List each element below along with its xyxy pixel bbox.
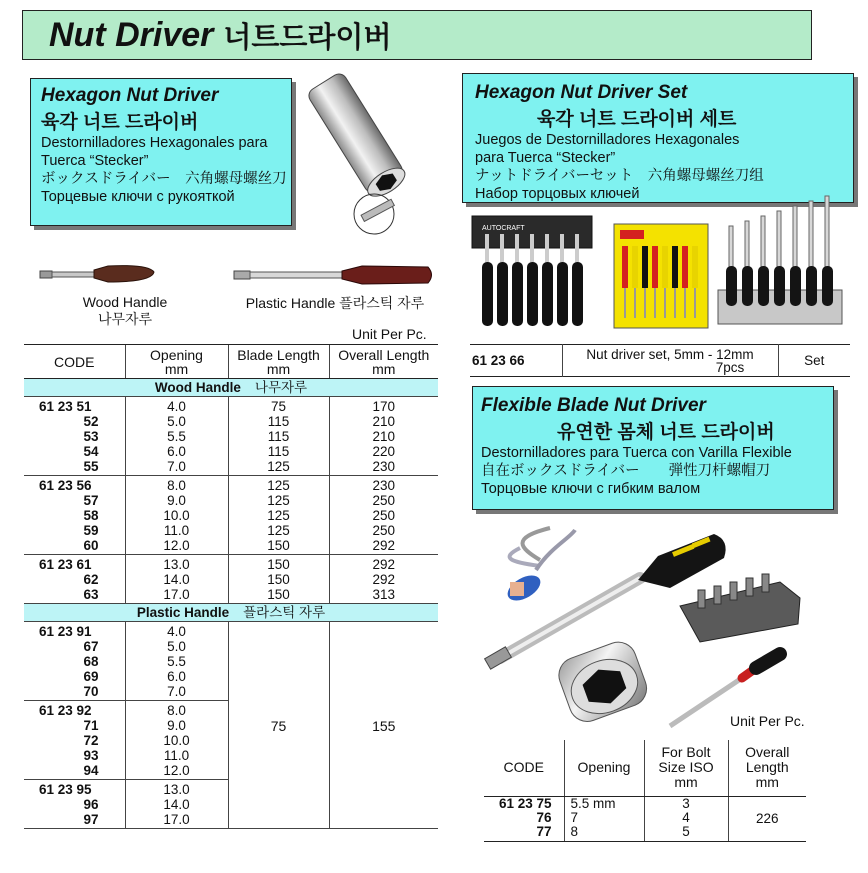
flex-line-2: 自在ボックスドライバー 弾性刀杆螺帽刀 (481, 463, 771, 479)
cell-code: 61 23 92 (39, 703, 92, 718)
driver-shaft (674, 288, 676, 318)
cell-code: 61 23 95 (39, 782, 92, 797)
cell-code: 52 (83, 414, 99, 429)
cell-opening: 10.0 (125, 508, 228, 523)
cell-overall-length: 250 (329, 523, 438, 538)
cell-code: 61 23 91 (39, 624, 92, 639)
cell-overall-length: 230 (329, 476, 438, 494)
cell-code: 60 (24, 538, 125, 555)
flex-header-overall (728, 740, 806, 796)
driver-shaft (624, 288, 626, 318)
cell-code: 70 (24, 684, 125, 701)
section-wood-handle-cell (24, 379, 438, 397)
wood-handle-caption-en: Wood Handle (82, 294, 168, 310)
cell-code: 94 (24, 763, 125, 780)
flex-line-1: Destornilladores para Tuerca con Varilla Flexible (481, 445, 792, 461)
wood-handle-caption-ko: 나무자루 (97, 311, 153, 327)
cell-code: 97 (24, 812, 125, 829)
cell-opening: 17.0 (125, 587, 228, 604)
driver-shaft (654, 288, 656, 318)
driver-handle (726, 266, 737, 306)
hex-title-ko: 육각 너트 드라이버 (41, 112, 199, 133)
header-overall-length (329, 345, 438, 379)
cell-plastic-overall-length: 155 (329, 622, 438, 829)
section-wood-handle (24, 379, 438, 397)
header-opening (125, 345, 228, 379)
cell-overall-length: 210 (329, 429, 438, 444)
driver-shaft (560, 234, 564, 262)
driver-set-rack-image (716, 186, 846, 328)
hex-line-2: Tuerca “Stecker” (41, 153, 149, 169)
flex-cell-bolt-size: 5 (644, 825, 728, 842)
driver-handle (758, 266, 769, 306)
cell-overall-length: 170 (329, 397, 438, 415)
driver-handle (542, 262, 553, 326)
cell-blade-length: 75 (228, 397, 329, 415)
set-title-en: Hexagon Nut Driver Set (475, 82, 688, 103)
cell-code: 61 23 51 (39, 399, 92, 414)
section-plastic-handle-ko: 플라스틱 자루 (243, 605, 326, 620)
driver-handle (774, 266, 785, 306)
cell-blade-length: 150 (228, 538, 329, 555)
cell-code: 62 (83, 572, 99, 587)
section-plastic-handle-en: Plastic Handle (136, 605, 230, 620)
set-description (562, 345, 778, 377)
table-row (24, 397, 438, 415)
driver-handle (512, 262, 523, 326)
cell-opening: 7.0 (125, 459, 228, 476)
cell-opening: 17.0 (125, 812, 228, 829)
table-row (24, 429, 438, 444)
flex-cell-overall-length: 226 (728, 796, 806, 841)
driver-handle (527, 262, 538, 326)
nut-driver-set-table (470, 344, 850, 377)
set-code: 61 23 66 (472, 353, 525, 368)
driver-handle (742, 266, 753, 306)
cell-opening: 5.0 (125, 414, 228, 429)
cell-opening: 9.0 (125, 493, 228, 508)
driver-set-black-pack-image (468, 212, 598, 332)
flex-cell-code: 76 (536, 809, 552, 825)
table-row (24, 414, 438, 429)
table-row (24, 622, 438, 640)
cell-opening: 12.0 (125, 763, 228, 780)
flex-cell-code: 61 23 75 (498, 795, 552, 811)
cell-opening: 14.0 (125, 572, 228, 587)
section-wood-handle-en: Wood Handle (154, 380, 241, 395)
cell-code: 96 (83, 797, 99, 812)
cell-opening: 8.0 (125, 701, 228, 719)
hexagon-nut-driver-set-box (462, 73, 854, 203)
cell-code: 61 23 56 (39, 478, 92, 493)
cell-code: 68 (83, 654, 99, 669)
set-line-2: para Tuerca “Stecker” (475, 150, 616, 166)
header-overall-unit: mm (372, 360, 396, 377)
cell-opening: 12.0 (125, 538, 228, 555)
flex-header-opening: Opening (564, 740, 644, 796)
cell-blade-length: 115 (228, 414, 329, 429)
cell-overall-length: 220 (329, 444, 438, 459)
set-description-line-2: 7pcs (715, 359, 745, 375)
driver-shaft (485, 234, 489, 262)
cell-code: 59 (83, 523, 99, 538)
cell-opening: 4.0 (125, 622, 228, 640)
cell-blade-length: 115 (228, 429, 329, 444)
cell-opening: 11.0 (125, 523, 228, 538)
cell-blade-length: 125 (228, 476, 329, 494)
header-overall-label: Overall Length (338, 346, 430, 363)
flex-title-en: Flexible Blade Nut Driver (481, 395, 706, 416)
table-row (24, 459, 438, 476)
section-wood-handle-ko: 나무자루 (254, 380, 308, 395)
flex-line-3: Торцовые ключи с гибким валом (481, 481, 701, 497)
set-unit: Set (778, 345, 850, 377)
driver-set-yellow-pack-image (612, 222, 710, 330)
driver-shaft (515, 234, 519, 262)
plastic-handle-caption-ko: 플라스틱 자루 (339, 295, 425, 311)
cell-opening: 5.5 (125, 654, 228, 669)
cell-opening: 8.0 (125, 476, 228, 494)
flex-cell-opening: 8 (564, 825, 644, 842)
cell-overall-length: 292 (329, 555, 438, 573)
driver-handle (692, 246, 698, 288)
table-row (24, 523, 438, 538)
driver-handle (662, 246, 668, 288)
cell-opening: 5.0 (125, 639, 228, 654)
cell-blade-length: 125 (228, 493, 329, 508)
cell-opening: 11.0 (125, 748, 228, 763)
cell-blade-length: 125 (228, 459, 329, 476)
set-description-line-1: Nut driver set, 5mm - 12mm (586, 346, 754, 362)
cell-code: 55 (24, 459, 125, 476)
set-title-ko: 육각 너트 드라이버 세트 (537, 109, 737, 130)
table-row (24, 587, 438, 604)
header-code: CODE (24, 345, 125, 379)
cell-blade-length: 150 (228, 572, 329, 587)
cell-opening: 9.0 (125, 718, 228, 733)
plastic-handle-caption-en: Plastic Handle (245, 295, 336, 311)
flexible-blade-nut-driver-box (472, 386, 834, 510)
driver-shaft (634, 288, 636, 318)
cell-opening: 6.0 (125, 444, 228, 459)
table-header-row (24, 345, 438, 379)
page-title-ko: 너트드라이버 (223, 21, 392, 54)
set-line-3: ナットドライバーセット 六角螺母螺丝刀组 (475, 168, 764, 184)
driver-handle (822, 266, 833, 306)
cell-blade-length: 125 (228, 523, 329, 538)
driver-shaft (530, 234, 534, 262)
cell-code: 69 (83, 669, 99, 684)
cell-blade-length: 150 (228, 555, 329, 573)
driver-shaft (500, 234, 504, 262)
header-opening-unit: mm (164, 360, 189, 377)
cell-opening: 14.0 (125, 797, 228, 812)
cell-opening: 6.0 (125, 669, 228, 684)
hex-line-3: ボックスドライバー 六角螺母螺丝刀 (41, 171, 287, 187)
cell-code: 53 (83, 429, 99, 444)
page-banner (22, 10, 812, 60)
flex-cell-bolt-size: 4 (644, 811, 728, 825)
flex-header-bolt-3: mm (674, 774, 698, 791)
driver-handle (806, 266, 817, 306)
driver-handle (642, 246, 648, 288)
section-plastic-handle-cell (24, 604, 438, 622)
hex-socket-image (300, 72, 420, 238)
table-row (24, 493, 438, 508)
table-row (24, 444, 438, 459)
cell-opening: 10.0 (125, 733, 228, 748)
header-blade-length (228, 345, 329, 379)
driver-handle (622, 246, 628, 288)
driver-handle (557, 262, 568, 326)
flex-header-bolt-2: Size ISO (658, 759, 714, 776)
cell-code: 67 (83, 639, 99, 654)
cell-blade-length: 150 (228, 587, 329, 604)
table-row (470, 345, 850, 377)
cell-overall-length: 292 (329, 572, 438, 587)
cell-code: 72 (83, 733, 99, 748)
cell-code: 63 (24, 587, 125, 604)
cell-opening: 13.0 (125, 555, 228, 573)
page-title-en: Nut Driver (49, 15, 214, 54)
driver-shaft (694, 288, 696, 318)
driver-shaft (684, 288, 686, 318)
cell-code: 71 (83, 718, 99, 733)
cell-overall-length: 313 (329, 587, 438, 604)
flex-header-code: CODE (484, 740, 564, 796)
table-row (24, 476, 438, 494)
flex-header-bolt (644, 740, 728, 796)
cell-opening: 7.0 (125, 684, 228, 701)
cell-code: 54 (83, 444, 99, 459)
hex-title-en: Hexagon Nut Driver (41, 85, 219, 106)
flexible-driver-table (484, 740, 806, 842)
black-pack-label: AUTOCRAFT (482, 225, 525, 232)
driver-handle (497, 262, 508, 326)
cell-opening: 5.5 (125, 429, 228, 444)
table-row (24, 508, 438, 523)
driver-shaft (545, 234, 549, 262)
driver-shaft (644, 288, 646, 318)
header-opening-label: Opening (150, 346, 203, 363)
wood-handle-caption (60, 294, 190, 328)
cell-code: 93 (83, 748, 99, 763)
driver-shaft (664, 288, 666, 318)
flex-cell-code: 77 (484, 825, 564, 842)
plastic-handle-caption (232, 295, 438, 312)
cell-overall-length: 210 (329, 414, 438, 429)
cell-code: 61 23 61 (39, 557, 92, 572)
flex-header-overall-2: Length (745, 759, 789, 776)
driver-handle (790, 266, 801, 306)
hex-line-4: Торцевые ключи с рукояткой (41, 189, 235, 205)
flexible-nut-driver-image (480, 518, 825, 730)
cell-overall-length: 250 (329, 493, 438, 508)
hexagon-nut-driver-box (30, 78, 292, 226)
cell-opening: 13.0 (125, 780, 228, 798)
cell-overall-length: 230 (329, 459, 438, 476)
flex-header-overall-1: Overall (745, 744, 790, 761)
hexagon-nut-driver-table (24, 344, 438, 829)
cell-blade-length: 125 (228, 508, 329, 523)
flex-title-ko: 유연한 몸체 너트 드라이버 (557, 422, 775, 443)
driver-shaft (575, 234, 579, 262)
unit-per-pc-right: Unit Per Pc. (730, 713, 805, 729)
driver-handle (672, 246, 678, 288)
flex-cell-bolt-size: 3 (644, 796, 728, 811)
flex-header-bolt-1: For Bolt (661, 744, 711, 761)
plastic-handle-driver-image (232, 262, 437, 288)
wood-handle-driver-image (38, 260, 156, 288)
cell-overall-length: 250 (329, 508, 438, 523)
flex-header-overall-3: mm (755, 774, 779, 791)
cell-blade-length: 115 (228, 444, 329, 459)
cell-opening: 4.0 (125, 397, 228, 415)
table-row (484, 796, 806, 811)
flex-cell-opening: 5.5 mm (564, 796, 644, 811)
set-line-4: Набор торцовых ключей (475, 186, 640, 202)
driver-handle (632, 246, 638, 288)
table-row (24, 572, 438, 587)
set-line-1: Juegos de Destornilladores Hexagonales (475, 132, 740, 148)
hex-line-1: Destornilladores Hexagonales para (41, 135, 268, 151)
header-blade-unit: mm (266, 360, 291, 377)
cell-code: 57 (83, 493, 99, 508)
flex-cell-opening: 7 (564, 811, 644, 825)
unit-per-pc-left: Unit Per Pc. (352, 326, 427, 342)
table-row (24, 555, 438, 573)
table-row (24, 538, 438, 555)
header-blade-label: Blade Length (237, 346, 320, 363)
driver-handle (482, 262, 493, 326)
driver-handle (652, 246, 658, 288)
cell-code: 58 (83, 508, 99, 523)
driver-handle (682, 246, 688, 288)
section-plastic-handle (24, 604, 438, 622)
cell-overall-length: 292 (329, 538, 438, 555)
driver-handle (572, 262, 583, 326)
cell-plastic-blade-length: 75 (228, 622, 329, 829)
table-header-row (484, 740, 806, 796)
